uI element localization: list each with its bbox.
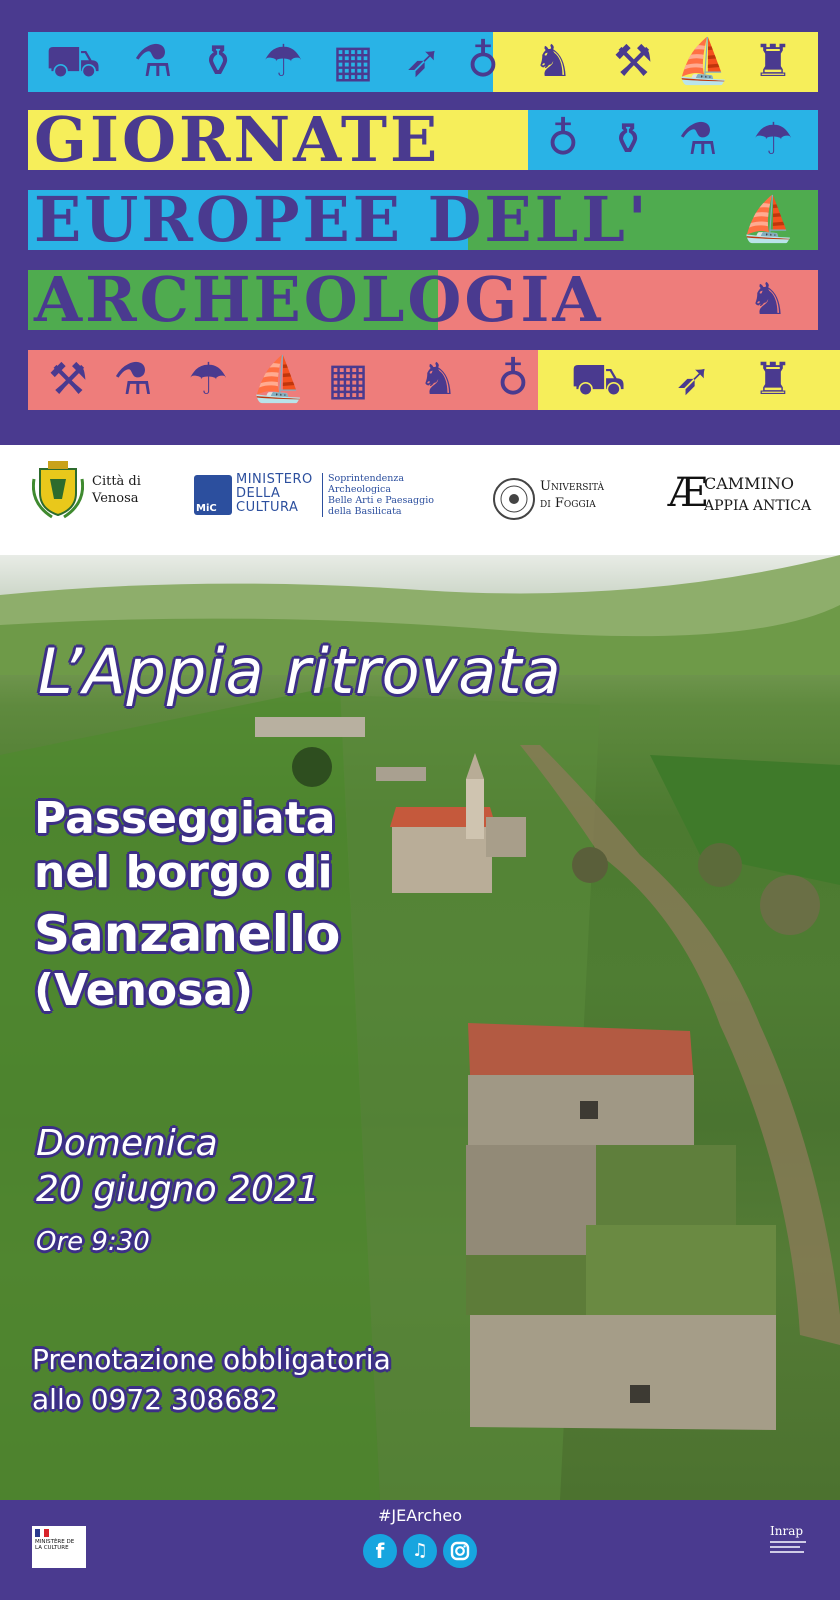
bow-icon: ➶ bbox=[404, 36, 442, 87]
banner-word-archeologia: ARCHEOLOGIA bbox=[34, 270, 604, 330]
shovel-icon: ⚒ bbox=[613, 36, 653, 87]
venosa-line2: Venosa bbox=[92, 491, 139, 506]
vase-icon: ♁ bbox=[546, 114, 580, 165]
ministero-sub1: Soprintendenza bbox=[328, 473, 405, 484]
logo-foggia bbox=[492, 445, 632, 555]
boat-icon: ⛵ bbox=[250, 354, 306, 405]
event-subtitle-line2: nel borgo di bbox=[34, 847, 333, 898]
lamp-icon: ☂ bbox=[263, 36, 303, 87]
microscope-icon: ⚗ bbox=[113, 354, 153, 405]
logo-venosa bbox=[30, 445, 150, 555]
vase-icon: ♁ bbox=[466, 36, 500, 87]
mic-emblem-icon bbox=[194, 475, 232, 515]
elephant-icon: ♞ bbox=[533, 36, 573, 87]
elephant-icon: ♞ bbox=[748, 274, 788, 325]
facebook-icon[interactable]: f bbox=[363, 1534, 397, 1568]
foggia-seal-icon bbox=[492, 477, 536, 521]
ministero-sub2: Archeologica bbox=[328, 484, 392, 495]
hashtag[interactable]: #JEArcheo bbox=[378, 1506, 462, 1525]
booking-line1: Prenotazione obbligatoria bbox=[32, 1343, 391, 1376]
instagram-icon[interactable] bbox=[443, 1534, 477, 1568]
cart-icon: ⛟ bbox=[45, 36, 101, 87]
event-subtitle-line3: Sanzanello bbox=[34, 905, 341, 963]
mic-abbr: MiC bbox=[196, 503, 217, 514]
logo-inrap bbox=[770, 1524, 816, 1572]
foggia-line2: di Foggia bbox=[540, 496, 596, 511]
microscope-icon: ⚗ bbox=[678, 114, 718, 165]
vase-icon: ♁ bbox=[496, 354, 530, 405]
banner-icon-row-bottom bbox=[28, 350, 840, 410]
grid-icon: ▦ bbox=[327, 354, 369, 405]
ministero-name1: MINISTERO bbox=[236, 472, 313, 487]
banner-icon-row-top bbox=[28, 32, 818, 92]
logo-cammino bbox=[668, 445, 818, 555]
twitter-icon[interactable]: ♫ bbox=[403, 1534, 437, 1568]
partner-logos bbox=[0, 445, 840, 555]
ministero-name2: DELLA bbox=[236, 486, 281, 501]
tower-icon: ♜ bbox=[753, 36, 793, 87]
ministero-name3: CULTURA bbox=[236, 500, 299, 515]
event-time: Ore 9:30 bbox=[36, 1227, 150, 1257]
logo-ministero bbox=[192, 445, 452, 555]
bow-icon: ➶ bbox=[674, 354, 712, 405]
banner-row-archeologia bbox=[28, 270, 818, 330]
foggia-line1: Università bbox=[540, 479, 604, 494]
microscope-icon: ⚗ bbox=[133, 36, 173, 87]
column-icon: ⚱ bbox=[609, 114, 647, 165]
inrap-label: Inrap bbox=[770, 1524, 804, 1538]
ministere-label: MINISTÈRE DE LA CULTURE bbox=[35, 1539, 75, 1551]
footer bbox=[0, 1500, 840, 1600]
banner-row-europee bbox=[28, 190, 818, 250]
tower-icon: ♜ bbox=[753, 354, 793, 405]
header-banner bbox=[0, 0, 840, 445]
column-icon: ⚱ bbox=[199, 36, 237, 87]
ministero-sub3: Belle Arti e Paesaggio bbox=[328, 495, 434, 506]
ministero-sub4: della Basilicata bbox=[328, 506, 402, 517]
grid-icon: ▦ bbox=[332, 36, 374, 87]
boat-icon: ⛵ bbox=[740, 194, 796, 245]
cammino-monogram-icon: Æ bbox=[668, 470, 709, 516]
aerial-photo bbox=[0, 555, 840, 1500]
event-subtitle-line1: Passeggiata bbox=[34, 793, 336, 844]
event-date-day: Domenica bbox=[36, 1123, 218, 1164]
banner-word-giornate: GIORNATE bbox=[34, 110, 441, 170]
event-subtitle-line4: (Venosa) bbox=[34, 965, 254, 1016]
elephant-icon: ♞ bbox=[418, 354, 458, 405]
cammino-line1: CAMMINO bbox=[704, 474, 794, 493]
banner-row-giornate bbox=[28, 110, 818, 170]
banner-word-europee: EUROPEE DELL' bbox=[34, 190, 650, 250]
booking-line2: allo 0972 308682 bbox=[32, 1383, 278, 1416]
boat-icon: ⛵ bbox=[675, 36, 731, 87]
logo-ministere-culture bbox=[32, 1526, 86, 1568]
cart-icon: ⛟ bbox=[570, 354, 626, 405]
event-date-full: 20 giugno 2021 bbox=[36, 1169, 320, 1210]
venosa-crest-icon bbox=[32, 459, 84, 519]
event-title: L’Appia ritrovata bbox=[38, 635, 562, 708]
french-flag-icon bbox=[35, 1529, 49, 1537]
lamp-icon: ☂ bbox=[188, 354, 228, 405]
cammino-line2: APPIA ANTICA bbox=[704, 498, 812, 514]
shovel-icon: ⚒ bbox=[48, 354, 88, 405]
venosa-line1: Città di bbox=[92, 474, 141, 489]
lamp-icon: ☂ bbox=[753, 114, 793, 165]
